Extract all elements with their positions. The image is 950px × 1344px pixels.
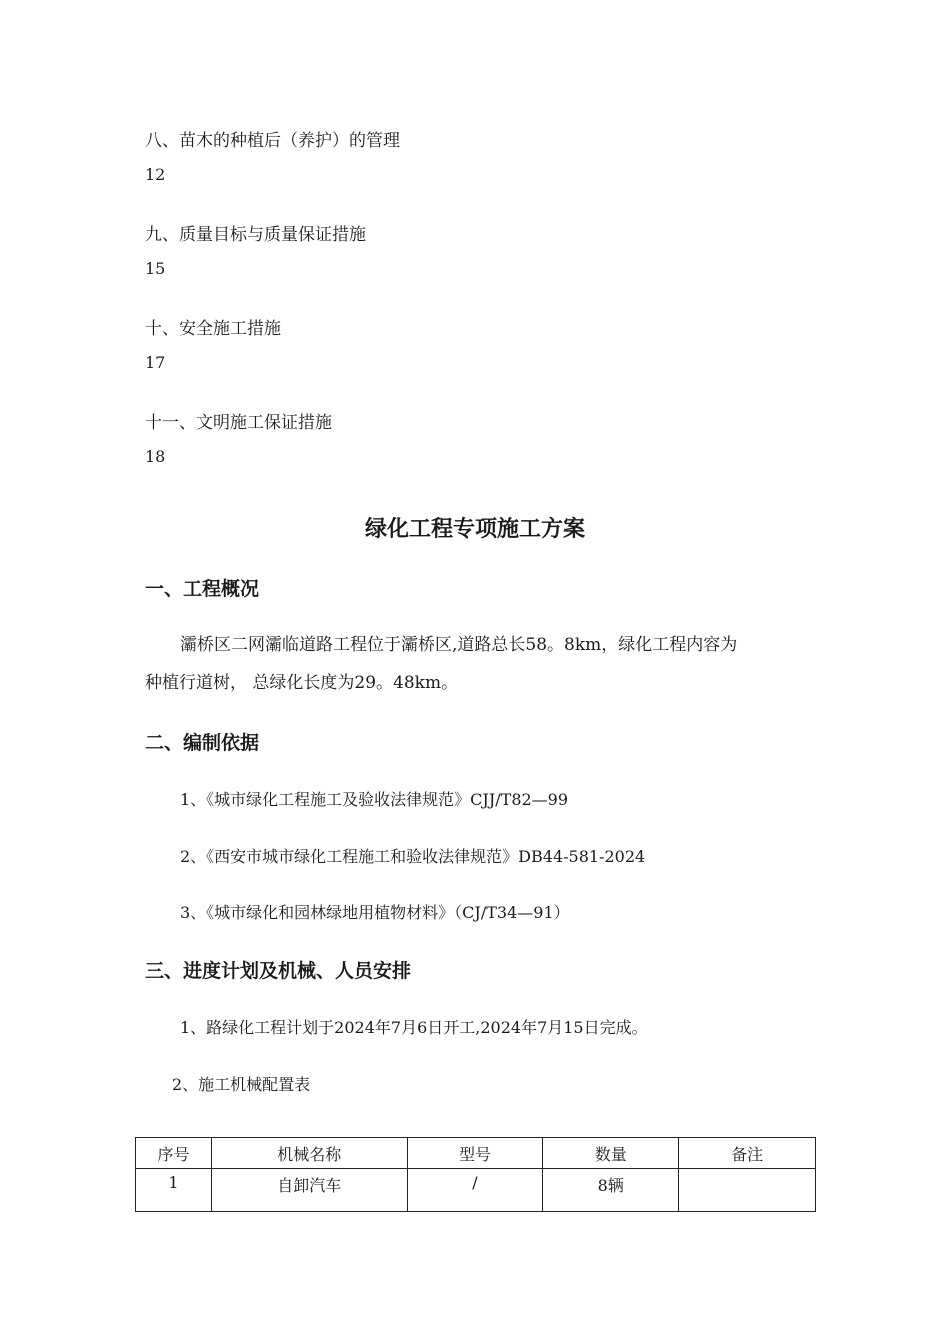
toc-entry-page: 15 xyxy=(145,259,166,278)
table-cell: 1 xyxy=(136,1169,212,1212)
table-header-cell: 机械名称 xyxy=(211,1138,407,1169)
table-cell: / xyxy=(407,1169,543,1212)
section-heading: 三、进度计划及机械、人员安排 xyxy=(145,960,412,982)
body-paragraph-line: 灞桥区二网灞临道路工程位于灞桥区,道路总长58。8km，绿化工程内容为 xyxy=(180,635,738,655)
toc-entry-title: 九、质量目标与质量保证措施 xyxy=(145,225,366,245)
reference-item: 3、《城市绿化和园林绿地用植物材料》（CJ/T34—91） xyxy=(180,903,570,922)
reference-item: 2、《西安市城市绿化工程施工和验收法律规范》DB44-581-2024 xyxy=(180,847,646,866)
table-cell: 8辆 xyxy=(543,1169,679,1212)
section-heading: 二、编制依据 xyxy=(145,732,260,754)
schedule-item: 1、路绿化工程计划于2024年7月6日开工,2024年7月15日完成。 xyxy=(180,1018,648,1037)
table-cell xyxy=(679,1169,816,1212)
toc-entry-page: 12 xyxy=(145,165,166,184)
toc-entry-page: 17 xyxy=(145,353,166,372)
table-cell: 自卸汽车 xyxy=(211,1169,407,1212)
body-paragraph-line: 种植行道树， 总绿化长度为29。48km。 xyxy=(145,673,459,693)
table-header-row xyxy=(136,1138,816,1169)
section-heading: 一、工程概况 xyxy=(145,578,260,600)
toc-entry-title: 八、苗木的种植后（养护）的管理 xyxy=(145,131,400,151)
toc-entry-page: 18 xyxy=(145,447,166,466)
table-caption: 2、施工机械配置表 xyxy=(172,1075,311,1094)
table-header-cell: 数量 xyxy=(543,1138,679,1169)
table-header-cell: 备注 xyxy=(679,1138,816,1169)
toc-entry-title: 十、安全施工措施 xyxy=(145,319,281,339)
table-header-cell: 型号 xyxy=(407,1138,543,1169)
document-title: 绿化工程专项施工方案 xyxy=(364,516,585,542)
reference-item: 1、《城市绿化工程施工及验收法律规范》CJJ/T82—99 xyxy=(180,790,569,809)
toc-entry-title: 十一、文明施工保证措施 xyxy=(145,413,332,433)
table-header-cell: 序号 xyxy=(136,1138,212,1169)
table-row xyxy=(136,1169,816,1212)
equipment-table xyxy=(135,1137,816,1212)
